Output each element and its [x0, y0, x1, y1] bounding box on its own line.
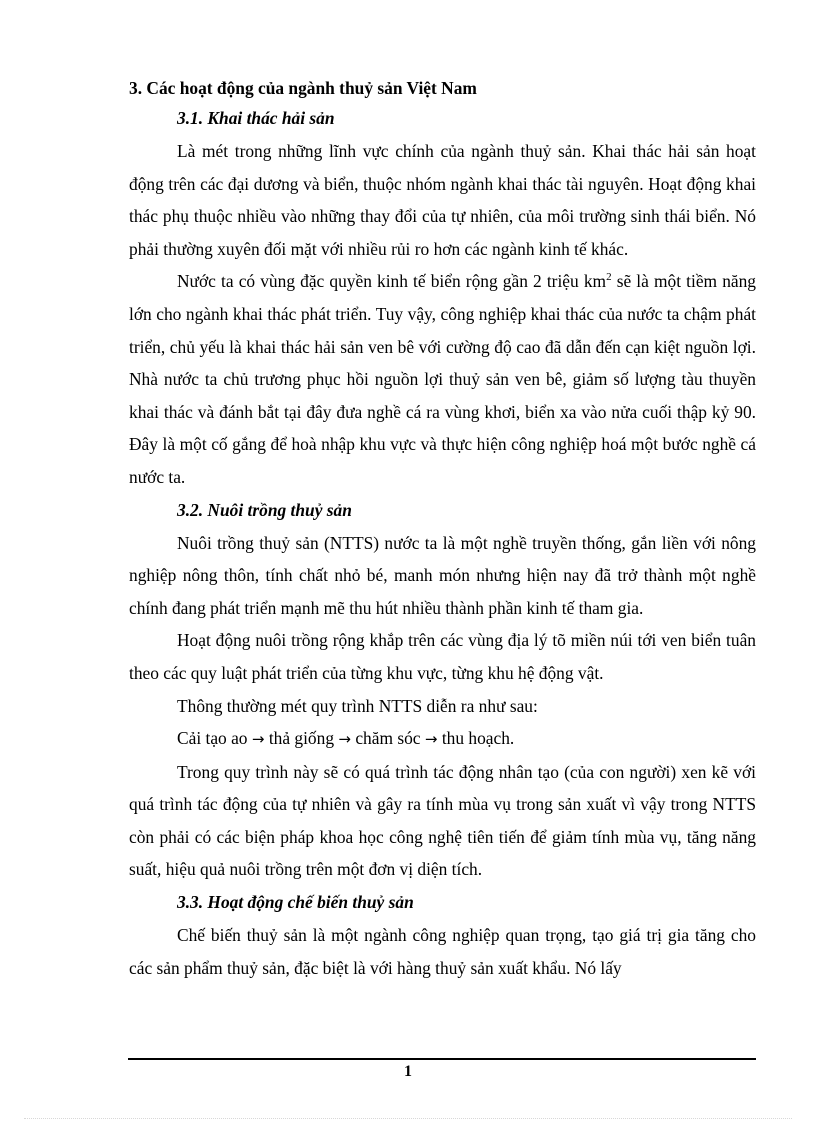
paragraph-aquaculture-seasonality: Trong quy trình này sẽ có quá trình tác động nhân tạo (của con người) xen kẽ với quá trình tác động của tự nhiên và gây ra tính mùa vụ trong sản xuất vì vậy trong NTTS còn phải có các biện pháp khoa học công nghệ tiên tiến để giảm tính mùa vụ, tăng năng suất, hiệu quả nuôi trồng trên một đơn vị diện tích.	[129, 761, 756, 880]
section-heading: 3. Các hoạt động của ngành thuỷ sản Việt Nam	[129, 78, 477, 98]
page-number: 1	[404, 1063, 412, 1080]
subsection-heading-aquaculture: 3.2. Nuôi trồng thuỷ sản	[177, 499, 352, 520]
flow-step-harvest: thu hoạch.	[441, 728, 515, 749]
arrow-right-icon: →	[251, 730, 265, 749]
flow-step-care: chăm sóc	[355, 728, 421, 749]
paragraph-fishing-potential	[129, 265, 756, 493]
arrow-right-icon: →	[424, 730, 438, 749]
paragraph-fishing-potential-text: Nước ta có vùng đặc quyền kinh tế biển rộng gần 2 triệu km	[177, 271, 607, 292]
page-body	[129, 74, 756, 984]
process-flow	[129, 722, 756, 756]
arrow-right-icon: →	[338, 730, 351, 749]
paragraph-fishing-intro: Là mét trong những lĩnh vực chính của ngành thuỷ sản. Khai thác hải sản hoạt động trên các đại dương và biển, thuộc nhóm ngành khai thác tài nguyên. Hoạt động khai thác phụ thuộc nhiều vào những thay đổi của tự nhiên, của môi trường sinh thái biển. Nó phải thường xuyên đối mặt với nhiều rủi ro hơn các ngành kinh tế khác.	[129, 141, 756, 259]
subsection-heading-processing: 3.3. Hoạt động chế biến thuỷ sản	[177, 892, 414, 913]
footer-divider	[128, 1058, 756, 1060]
paragraph-aquaculture-process-intro: Thông thường mét quy trình NTTS diễn ra như sau:	[177, 695, 538, 716]
paragraph-aquaculture-intro: Nuôi trồng thuỷ sản (NTTS) nước ta là một nghề truyền thống, gắn liền với nông nghiệp nông thôn, tính chất nhỏ bé, manh món nhưng hiện nay đã trở thành một nghề chính đang phát triển mạnh mẽ thu hút nhiều thành phần kinh tế tham gia.	[129, 532, 756, 618]
subsection-heading-fishing: 3.1. Khai thác hải sản	[177, 108, 335, 128]
paragraph-processing-intro: Chế biến thuỷ sản là một ngành công nghiệp quan trọng, tạo giá trị gia tăng cho các sản phẩm thuỷ sản, đặc biệt là với hàng thuỷ sản xuất khẩu. Nó lấy	[129, 925, 756, 978]
page-bottom-edge	[24, 1118, 792, 1119]
flow-step-pond: Cải tạo ao	[177, 728, 248, 749]
paragraph-fishing-potential-rest: sẽ là một tiềm năng lớn cho ngành khai thác phát triển. Tuy vậy, công nghiệp khai thác của nước ta chậm phát triển, chủ yếu là khai thác hải sản ven bê với cường độ cao đã dẫn đến cạn kiệt nguồn lợi. Nhà nước ta chủ trương phục hồi nguồn lợi thuỷ sản ven bê, giảm số lượng tàu thuyền khai thác và đánh bắt tại đây đưa nghề cá ra vùng khơi, biển xa vào nửa cuối thập kỷ 90. Đây là một cố gắng để hoà nhập khu vực và thực hiện công nghiệp hoá một bước nghề cá nước ta.	[129, 271, 757, 487]
flow-step-stocking: thả giống	[268, 728, 335, 749]
paragraph-aquaculture-scope: Hoạt động nuôi trồng rộng khắp trên các vùng địa lý tõ miền núi tới ven biển tuân theo các quy luật phát triển của từng khu vực, từng khu hệ động vật.	[129, 630, 756, 683]
superscript-two: 2	[606, 271, 612, 284]
